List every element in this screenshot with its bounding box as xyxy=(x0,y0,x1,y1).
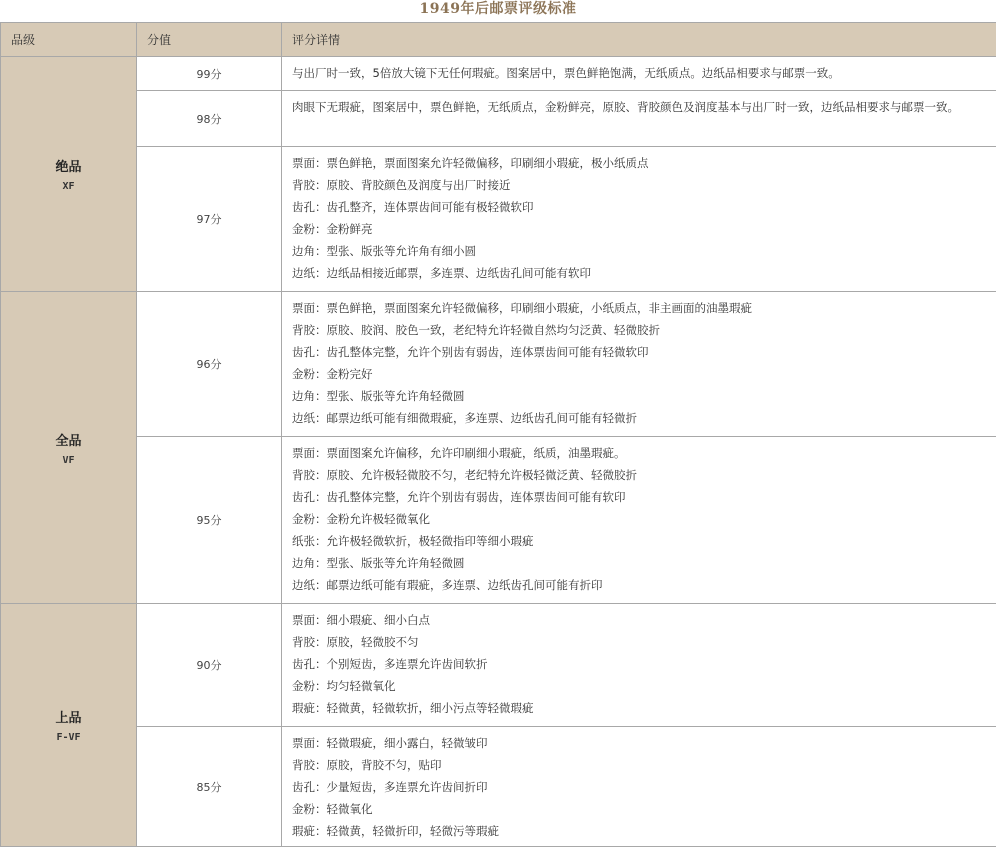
detail-line: 齿孔：少量短齿，多连票允许齿间折印 xyxy=(292,780,488,794)
table-row xyxy=(1,147,996,292)
detail-line: 边角：型张、版张等允许角轻微圆 xyxy=(292,389,465,403)
detail-line: 票面：票色鲜艳，票面图案允许轻微偏移，印刷细小瑕疵，极小纸质点 xyxy=(292,156,649,170)
grade-cell-vf xyxy=(1,292,137,604)
detail-line: 边纸：邮票边纸可能有细微瑕疵，多连票、边纸齿孔间可能有轻微折 xyxy=(292,411,637,425)
detail-line: 金粉：轻微氧化 xyxy=(292,802,373,816)
detail-line: 齿孔：个别短齿，多连票允许齿间软折 xyxy=(292,657,488,671)
detail-line: 边纸：边纸品相接近邮票，多连票、边纸齿孔间可能有软印 xyxy=(292,266,591,280)
detail-line: 齿孔：齿孔整体完整，允许个别齿有弱齿，连体票齿间可能有软印 xyxy=(292,490,626,504)
detail-line: 齿孔：齿孔整齐，连体票齿间可能有极轻微软印 xyxy=(292,200,534,214)
details-cell xyxy=(282,91,996,147)
details-cell xyxy=(282,604,996,727)
score-cell: 99分 xyxy=(137,57,282,91)
detail-line: 瑕疵：轻微黄，轻微折印，轻微污等瑕疵 xyxy=(292,824,499,838)
grade-code: VF xyxy=(62,454,75,466)
grade-cell-f-vf xyxy=(1,604,137,847)
table-row xyxy=(1,292,996,437)
header-details: 评分详情 xyxy=(282,23,996,57)
details-cell xyxy=(282,437,996,604)
details-cell xyxy=(282,147,996,292)
detail-line: 齿孔：齿孔整体完整，允许个别齿有弱齿，连体票齿间可能有轻微软印 xyxy=(292,345,649,359)
grade-name: 上品 xyxy=(55,711,82,726)
detail-line: 背胶：原胶、胶润、胶色一致，老纪特允许轻微自然均匀泛黄、轻微胶折 xyxy=(292,323,660,337)
score-cell: 98分 xyxy=(137,91,282,147)
detail-line: 票面：票色鲜艳，票面图案允许轻微偏移，印刷细小瑕疵，小纸质点，非主画面的油墨瑕疵 xyxy=(292,301,752,315)
detail-line: 边纸：邮票边纸可能有瑕疵，多连票、边纸齿孔间可能有折印 xyxy=(292,578,603,592)
detail-line: 肉眼下无瑕疵，图案居中，票色鲜艳，无纸质点，金粉鲜亮，原胶、背胶颜色及润度基本与出厂时一致，边纸品相要求与邮票一致。 xyxy=(292,100,959,114)
score-cell: 85分 xyxy=(137,727,282,847)
detail-line: 背胶：原胶，轻微胶不匀 xyxy=(292,635,419,649)
detail-line: 边角：型张、版张等允许角轻微圆 xyxy=(292,556,465,570)
detail-line: 金粉：均匀轻微氧化 xyxy=(292,679,396,693)
detail-line: 纸张：允许极轻微软折，极轻微指印等细小瑕疵 xyxy=(292,534,534,548)
score-cell: 90分 xyxy=(137,604,282,727)
header-score: 分值 xyxy=(137,23,282,57)
detail-line: 金粉：金粉完好 xyxy=(292,367,373,381)
score-cell: 95分 xyxy=(137,437,282,604)
detail-line: 与出厂时一致，5倍放大镜下无任何瑕疵。图案居中，票色鲜艳饱满，无纸质点。边纸品相要求与邮票一致。 xyxy=(292,66,840,80)
detail-line: 金粉：金粉允许极轻微氧化 xyxy=(292,512,430,526)
header-grade: 品级 xyxy=(1,23,137,57)
detail-line: 瑕疵：轻微黄，轻微软折，细小污点等轻微瑕疵 xyxy=(292,701,534,715)
detail-line: 票面：票面图案允许偏移，允许印刷细小瑕疵，纸质，油墨瑕疵。 xyxy=(292,446,626,460)
grade-code: F-VF xyxy=(56,732,81,743)
details-cell xyxy=(282,57,996,91)
detail-line: 背胶：原胶、允许极轻微胶不匀，老纪特允许极轻微泛黄、轻微胶折 xyxy=(292,468,637,482)
table-row xyxy=(1,57,996,91)
score-cell: 97分 xyxy=(137,147,282,292)
detail-line: 票面：细小瑕疵、细小白点 xyxy=(292,613,430,627)
details-cell xyxy=(282,292,996,437)
grade-name: 绝品 xyxy=(55,160,82,175)
grading-table xyxy=(0,22,996,847)
detail-line: 边角：型张、版张等允许角有细小圆 xyxy=(292,244,476,258)
detail-line: 金粉：金粉鲜亮 xyxy=(292,222,373,236)
grade-name: 全品 xyxy=(55,433,82,449)
detail-line: 背胶：原胶、背胶颜色及润度与出厂时接近 xyxy=(292,178,511,192)
detail-line: 票面：轻微瑕疵，细小露白，轻微皱印 xyxy=(292,736,488,750)
grade-cell-xf xyxy=(1,57,137,292)
details-cell xyxy=(282,727,996,847)
table-row xyxy=(1,727,996,847)
table-header-row xyxy=(1,23,996,57)
table-row xyxy=(1,604,996,727)
grade-code: XF xyxy=(62,181,75,192)
table-row xyxy=(1,91,996,147)
detail-line: 背胶：原胶，背胶不匀，贴印 xyxy=(292,758,442,772)
page-title: 1949年后邮票评级标准 xyxy=(419,1,577,17)
table-row xyxy=(1,437,996,604)
score-cell: 96分 xyxy=(137,292,282,437)
